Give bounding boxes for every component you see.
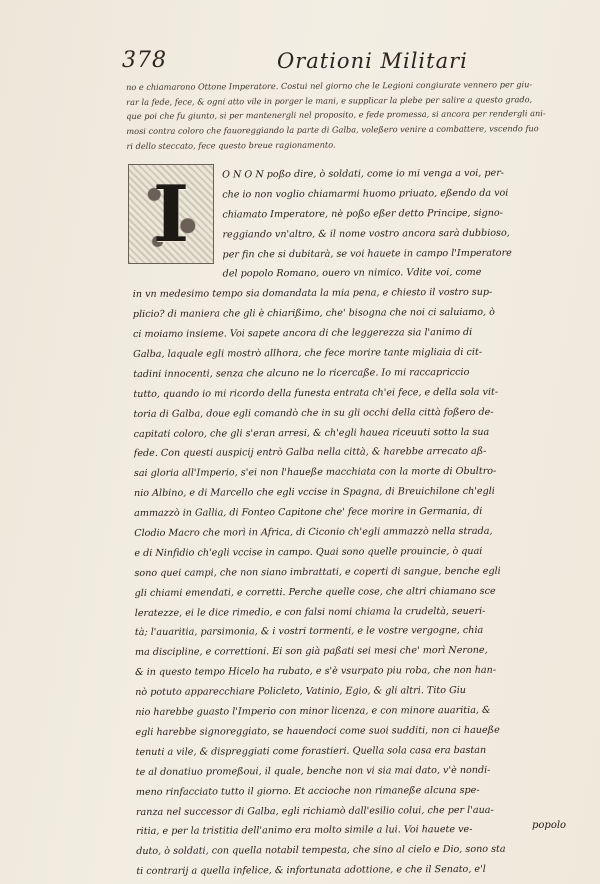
text-line: leratezze, ei le dice rimedio, e con falsi nomi chiama la crudeltà, seueri-	[134, 605, 486, 619]
text-line: O N O N poßo dire, ò soldati, come io mi venga a voi, per-	[222, 167, 505, 181]
text-line: duto, ò soldati, con quella notabil tempesta, che sino al cielo e Dio, sono sta	[136, 844, 506, 858]
text-line: & in questo tempo Hicelo ha rubato, e s'è vsurpato piu roba, che non han-	[135, 665, 497, 679]
argument-line: no e chiamarono Ottone Imperatore. Costui nel giorno che le Legioni congiurate vennero per giu-	[126, 79, 533, 92]
running-title: Orationi Militari	[277, 49, 468, 73]
text-line: che io non voglio chiamarmi huomo priuato, eßendo da voi	[222, 187, 509, 201]
text-line: ti contrarij a quella infelice, & infortunata adottione, e che il Senato, e'l	[136, 864, 486, 878]
argument-line: rar la fede, fece, & ogni atto vile in porger le mani, e supplicar la plebe per salire a questo grado,	[126, 93, 533, 107]
text-line: tadini innocenti, senza che alcuno ne lo ricercaße. Io mi raccapriccio	[133, 366, 470, 380]
text-line: tutto, quando io mi ricordo della funesta entrata ch'ei fece, e della sola vit-	[133, 386, 499, 400]
oration-text	[132, 163, 600, 882]
text-line: fede. Con questi auspicij entrò Galba nella città, & harebbe arrecato aß-	[133, 446, 487, 460]
text-line: nio harebbe guasto l'Imperio con minor licenza, e con minore auaritia, &	[135, 704, 491, 719]
initial-letter: I	[152, 168, 190, 260]
text-line: gli chiami emendati, e corretti. Perche quelle cose, che altri chiamano sce	[134, 585, 496, 599]
text-line: sono quei campi, che non siano imbrattati, e coperti di sangue, benche egli	[134, 565, 501, 579]
text-line: capitati coloro, che gli s'eran arresi, & ch'egli hauea riceuuti sotto la sua	[133, 426, 490, 440]
text-line: ci moiamo insieme. Voi sapete ancora di che leggerezza sia l'animo di	[132, 327, 473, 341]
text-line: tenuti a vile, & dispreggiati come forastieri. Quella sola casa era bastan	[135, 744, 487, 758]
text-line: ma discipline, e correttioni. Ei son già paßati sei mesi che' morì Nerone,	[134, 645, 488, 659]
argument-paragraph	[126, 77, 577, 154]
text-line: meno rinfacciato tutto il giorno. Et accioche non rimaneße alcuna spe-	[135, 784, 480, 798]
text-line: te al donatiuo promeßoui, il quale, benche non vi sia mai dato, v'è nondi-	[135, 764, 491, 778]
text-line: toria di Galba, doue egli comandò che in su gli occhi della città foßero de-	[133, 406, 494, 420]
page-header	[122, 48, 542, 78]
argument-line: ri dello steccato, fece questo breue ragionamento.	[126, 139, 336, 151]
text-line: e di Ninfidio ch'egli vccise in campo. Quai sono quelle prouincie, ò quai	[134, 545, 483, 559]
argument-line: mosi contra coloro che fauoreggiando la parte di Galba, voleßero venire a combattere, vscendo fuo	[126, 123, 539, 137]
text-line: plicio? di maniera che gli è chiarißimo, che' bisogna che noi ci saluiamo, ò	[132, 307, 495, 321]
text-line: nio Albino, e di Marcello che egli vccise in Spagna, di Breuichilone ch'egli	[133, 486, 495, 500]
text-line: reggiando vn'altro, & il nome vostro ancora sarà dubbioso,	[222, 227, 510, 241]
argument-line: que poi che fu giunto, si per mantenergli nel proposito, e fede promessa, si ancora per rendergli ani-	[126, 108, 546, 122]
text-line: ammazzò in Gallia, di Fonteo Capitone che' fece morire in Germania, di	[134, 506, 483, 520]
text-line: Galba, laquale egli mostrò allhora, che fece morire tante migliaia di cit-	[133, 346, 483, 361]
text-line: sai gloria all'Imperio, s'ei non l'haueße macchiata con la morte di Obultro-	[133, 466, 497, 480]
text-line: del popolo Romano, ouero vn nimico. Vdite voi, come	[222, 267, 482, 280]
text-line: Clodio Macro che morì in Africa, di Ciconio ch'egli ammazzò nella strada,	[134, 525, 493, 540]
text-line: tà; l'auaritia, parsimonia, & i vostri tormenti, e le vostre vergogne, chia	[134, 625, 484, 639]
page-number: 378	[122, 48, 167, 73]
text-line: nò potuto apparecchiare Policleto, Vatinio, Egio, & gli altri. Tito Giu	[135, 685, 466, 699]
text-line: ranza nel successor di Galba, egli richiamò dall'esilio colui, che per l'aua-	[135, 804, 494, 818]
text-line: chiamato Imperatore, nè poßo eßer detto Principe, signo-	[222, 207, 503, 221]
text-line: egli harebbe signoreggiato, se hauendoci come suoi sudditi, non ci haueße	[135, 724, 500, 738]
text-line: per fin che si dubitarà, se voi hauete in campo l'Imperatore	[222, 247, 512, 261]
text-line: in vn medesimo tempo sia domandata la mia pena, e chiesto il vostro sup-	[132, 287, 493, 301]
text-line: ritia, e per la tristitia dell'animo era molto simile a lui. Voi hauete ve-	[136, 824, 473, 838]
catchword: popolo	[532, 820, 567, 831]
